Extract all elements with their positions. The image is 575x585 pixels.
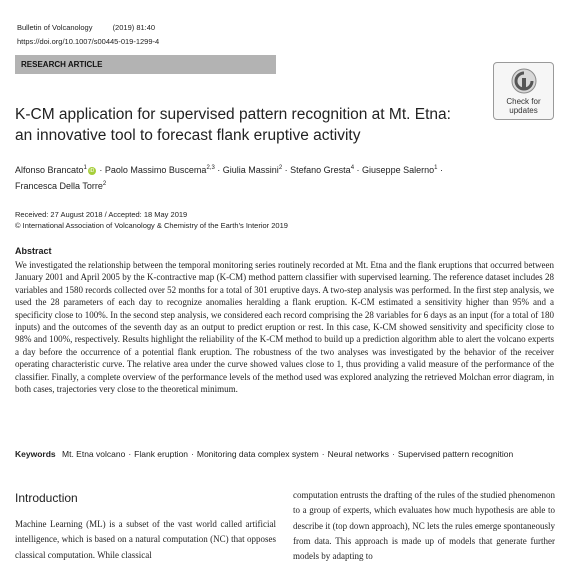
intro-column-right: computation entrusts the drafting of the rules of the studied phenomenon to a group of experts, which evaluates how much hypothesis are able to describe it (top down approach), NC lets the rules emerge spontaneously from data. This approach is made up of models that generate further models by adapting to: [293, 490, 555, 562]
author-name[interactable]: Alfonso Brancato: [15, 165, 84, 175]
paper-title: [15, 104, 495, 146]
author-affiliation: 2: [102, 181, 107, 187]
author-name[interactable]: Paolo Massimo Buscema: [104, 165, 207, 175]
journal-line: [17, 23, 155, 32]
author-name[interactable]: Stefano Gresta: [290, 165, 351, 175]
doi-link[interactable]: https://doi.org/10.1007/s00445-019-1299-4: [17, 37, 160, 46]
journal-volume: (2019) 81:40: [112, 23, 156, 32]
orcid-icon[interactable]: iD: [89, 167, 95, 174]
abstract-text: We investigated the relationship between the temporal monitoring series routinely recorded at Mt. Etna and the flank eruptions that occurred between January 2001 and April 2005 by the K-contractive map (K-CM) method pattern classifier with supervised learning. The reference dataset includes 28 variables and 1580 records collected over 52 months for a total of 301 eruptive days. A two-step analysis was performed. In the first step analysis, we used the 28 parameters of each day to recognize anomalies heralding a flank eruption. K-CM estimated a sensitivity higher than 95% and a specificity close to 100%. In the second step analysis, we considered each record comprising the 28 variables for 6 days as an input (for a total of 180 inputs) and the outcomes of the seventh day as an output to predict eruption or rest. In this case, K-CM showed sensitivity and specificity close to 98% and 100%, respectively. Results highlight the reliability of the K-CM method to build up a prediction algorithm able to alert the volcano experts a day before the occurrence of a potential flank eruption. The robustness of the two analyses was investigated by the behavior of the receiver operating characteristic curve. The relative area under the curve showed values close to 1, thus providing a valid measure of the performance of the classifier. Finally, a complete overview of the performance levels of the method used was explored analyzing the retrieved Molchan error diagram, in both cases, trajectories very close to the theoretical minimum.: [15, 260, 554, 395]
article-type-banner: RESEARCH ARTICLE: [15, 55, 276, 74]
author-list: Alfonso Brancato$^1$ iD · Paolo Massimo Buscema$^{2,3}$ · Giulia Massini$^2$ · Stefano Gresta$^4$ · Giuseppe Salerno$^1$ · Francesca Della Torre$^2$: [15, 165, 443, 191]
keyword: Monitoring data complex system: [196, 449, 319, 459]
keywords-label: Keywords: [15, 449, 56, 459]
title-line-1: K-CM application for supervised pattern recognition at Mt. Etna:: [15, 106, 451, 123]
author-affiliation: 1: [434, 165, 438, 171]
check-for-updates-button[interactable]: [493, 62, 554, 120]
copyright-notice: © International Association of Volcanology & Chemistry of the Earth's Interior 2019: [15, 221, 288, 230]
author-name[interactable]: Francesca Della Torre: [15, 181, 103, 191]
author-affiliation: 4: [350, 165, 355, 171]
author-affiliation: 2,3: [206, 165, 215, 171]
keywords-line: Keywords Mt. Etna volcano · Flank eruption · Monitoring data complex system · Neural networks · Supervised pattern recognition: [15, 449, 514, 459]
author-affiliation: 2: [278, 165, 283, 171]
keyword: Mt. Etna volcano: [62, 449, 126, 459]
journal-name: Bulletin of Volcanology: [17, 23, 93, 32]
check-updates-icon: [511, 68, 537, 94]
abstract-heading: Abstract: [15, 246, 52, 256]
author-affiliation: 1: [83, 165, 87, 171]
keyword: Flank eruption: [134, 449, 189, 459]
author-name[interactable]: Giulia Massini: [222, 165, 279, 175]
check-updates-line1: Check for: [506, 97, 541, 106]
intro-column-left: Machine Learning (ML) is a subset of the vast world called artificial intelligence, which is based on a natural computation (NC) that opposes classical computation. While classical: [15, 519, 276, 560]
keyword: Neural networks: [327, 449, 390, 459]
title-line-2: an innovative tool to forecast flank eruptive activity: [15, 127, 361, 144]
author-name[interactable]: Giuseppe Salerno: [362, 165, 435, 175]
keyword: Supervised pattern recognition: [397, 449, 514, 459]
check-updates-line2: updates: [509, 106, 538, 115]
introduction-heading: Introduction: [15, 491, 78, 505]
received-accepted-dates: Received: 27 August 2018 / Accepted: 18 May 2019: [15, 210, 188, 219]
